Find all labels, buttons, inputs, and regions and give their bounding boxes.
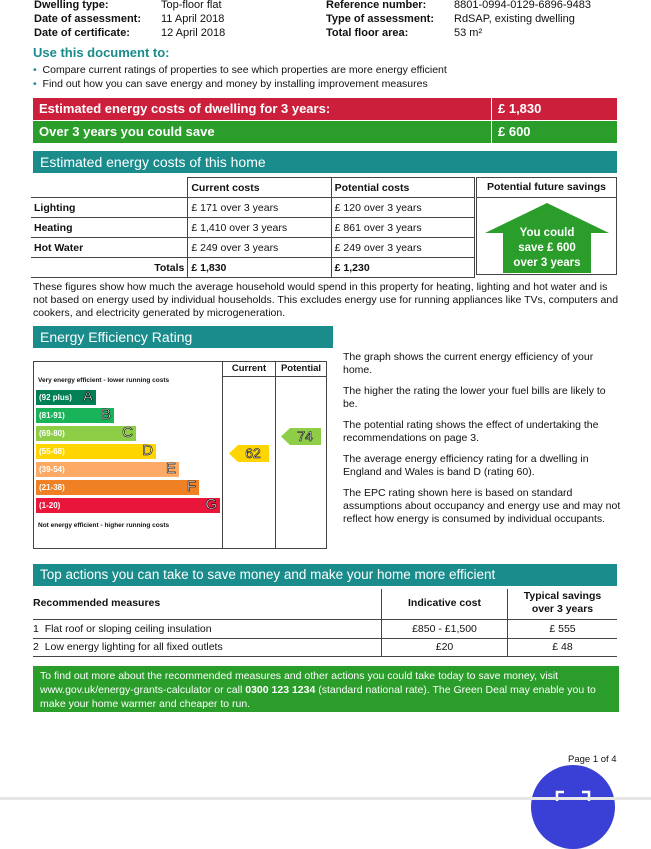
use-doc-bullet: • Compare current ratings of properties to see which properties are more energy efficient [33, 64, 447, 76]
rating-explanations [343, 351, 621, 526]
rating-band-letter: B [100, 406, 111, 423]
totals-potential: £ 1,230 [331, 258, 474, 278]
rating-chart [33, 361, 327, 549]
assessment-type-label: Type of assessment: [326, 13, 435, 25]
col-typical-savings: Typical savings over 3 years [523, 590, 602, 615]
header-right [326, 0, 626, 42]
col-future-savings: Potential future savings [477, 178, 616, 198]
use-doc-bullet: • Find out how you can save energy and money by installing improvement measures [33, 77, 428, 90]
cost-band [33, 98, 617, 120]
rating-paragraph: The potential rating shows the effect of undertaking the recommendations on page 3. [343, 419, 599, 444]
costs-row-potential: £ 861 over 3 years [331, 218, 474, 238]
costs-row-current: £ 171 over 3 years [188, 198, 331, 218]
rating-band-letter: A [82, 388, 93, 405]
floor-area-label: Total floor area: [326, 27, 409, 39]
savings-box [476, 177, 617, 275]
rating-band-range: (1-20) [39, 501, 61, 510]
rating-band-f [36, 480, 199, 495]
assessment-date: 11 April 2018 [161, 13, 225, 25]
use-doc-list [33, 64, 447, 91]
certificate-date: 12 April 2018 [161, 27, 226, 39]
rating-paragraph: The average energy efficiency rating for a dwelling in England and Wales is band D (rating 60). [343, 453, 589, 478]
scan-icon [555, 789, 591, 803]
save-band-value: £ 600 [491, 121, 531, 143]
current-rating-value: 62 [245, 445, 261, 461]
col-current-costs: Current costs [188, 178, 331, 198]
costs-row-potential: £ 120 over 3 years [331, 198, 474, 218]
rating-band-letter: G [205, 496, 217, 513]
rating-band-letter: D [142, 442, 153, 459]
phone-number: 0300 123 1234 [245, 684, 316, 696]
top-caption: Very energy efficient - lower running costs [38, 377, 170, 384]
header-left [34, 0, 324, 42]
use-doc-title: Use this document to: [33, 45, 170, 60]
costs-row-label: Heating [31, 218, 188, 238]
rating-band-range: (92 plus) [39, 393, 72, 402]
bottom-caption: Not energy efficient - higher running costs [38, 522, 170, 529]
action-row: 2 Low energy lighting for all fixed outlets [33, 641, 223, 653]
save-band [33, 121, 617, 143]
certificate-date-label: Date of certificate: [34, 27, 130, 39]
costs-note: These figures show how much the average household would spend in this property for heating, lighting and hot water and is not based on energy used by individual households. This excludes energy use for running appliances like TVs, computers and cookers, and electricity generated by microgeneration. [33, 281, 619, 319]
actions-section-title: Top actions you can take to save money and make your home more efficient [33, 564, 617, 586]
costs-table [31, 177, 475, 278]
save-band-label: Over 3 years you could save [39, 124, 215, 139]
rating-paragraph: The higher the rating the lower your fuel bills are likely to be. [343, 385, 606, 410]
rating-band-range: (39-54) [39, 465, 65, 474]
action-cost: £20 [435, 641, 454, 653]
rating-paragraph: The EPC rating shown here is based on standard assumptions about occupancy and energy use and may not reflect how energy is consumed by individual occupants. [343, 487, 621, 525]
assessment-type: RdSAP, existing dwelling [454, 13, 575, 25]
action-row: 1 Flat roof or sloping ceiling insulation [33, 623, 212, 635]
cost-band-value: £ 1,830 [491, 98, 541, 120]
dwelling-type: Top-floor flat [161, 0, 222, 11]
potential-rating-value: 74 [297, 428, 313, 444]
rating-band-b [36, 408, 114, 423]
savings-arrow-text: You could save £ 600 over 3 years [513, 227, 581, 269]
action-saving: £ 555 [549, 623, 576, 635]
col-recommended-measures: Recommended measures [33, 597, 161, 609]
rating-band-e [36, 462, 179, 477]
floor-area: 53 m² [454, 27, 483, 39]
ref-label: Reference number: [326, 0, 427, 11]
rating-band-range: (69-80) [39, 429, 65, 438]
rating-section-title: Energy Efficiency Rating [33, 326, 333, 348]
rating-band-range: (21-38) [39, 483, 65, 492]
action-cost: £850 - £1,500 [412, 623, 477, 635]
rating-band-g [36, 498, 220, 513]
rating-band-c [36, 426, 136, 441]
rating-band-letter: C [122, 424, 133, 441]
rating-band-range: (55-68) [39, 447, 65, 456]
actions-table [33, 589, 617, 657]
info-box: To find out more about the recommended measures and other actions you could take today to save money, visit www.gov.uk/energy-grants-calculator or call 0300 123 1234 (standard national rate). The Green Deal may enable you to make your home warmer and cheaper to run. [33, 666, 619, 712]
costs-row-label: Hot Water [31, 238, 188, 258]
page-number: Page 1 of 4 [568, 754, 617, 765]
ref-value: 8801-0994-0129-6896-9483 [454, 0, 592, 11]
col-indicative-cost: Indicative cost [408, 597, 481, 609]
col-potential-costs: Potential costs [331, 178, 474, 198]
rating-paragraph: The graph shows the current energy efficiency of your home. [343, 351, 594, 376]
rating-band-range: (81-91) [39, 411, 65, 420]
assessment-date-label: Date of assessment: [34, 13, 141, 25]
costs-row-label: Lighting [31, 198, 188, 218]
col-current-rating: Current [231, 363, 267, 374]
costs-row-current: £ 1,410 over 3 years [188, 218, 331, 238]
rating-band-d [36, 444, 156, 459]
costs-section-title: Estimated energy costs of this home [33, 151, 617, 173]
totals-current: £ 1,830 [188, 258, 331, 278]
col-potential-rating: Potential [280, 363, 322, 374]
rating-band-letter: F [186, 478, 196, 495]
dwelling-type-label: Dwelling type: [34, 0, 109, 11]
totals-label: Totals [31, 258, 188, 278]
costs-row-current: £ 249 over 3 years [188, 238, 331, 258]
costs-row-potential: £ 249 over 3 years [331, 238, 474, 258]
action-saving: £ 48 [552, 641, 573, 653]
rating-band-letter: E [165, 460, 176, 477]
cost-band-label: Estimated energy costs of dwelling for 3 years: [39, 101, 331, 116]
floating-action-button[interactable] [531, 765, 615, 849]
rating-band-a [36, 390, 96, 405]
